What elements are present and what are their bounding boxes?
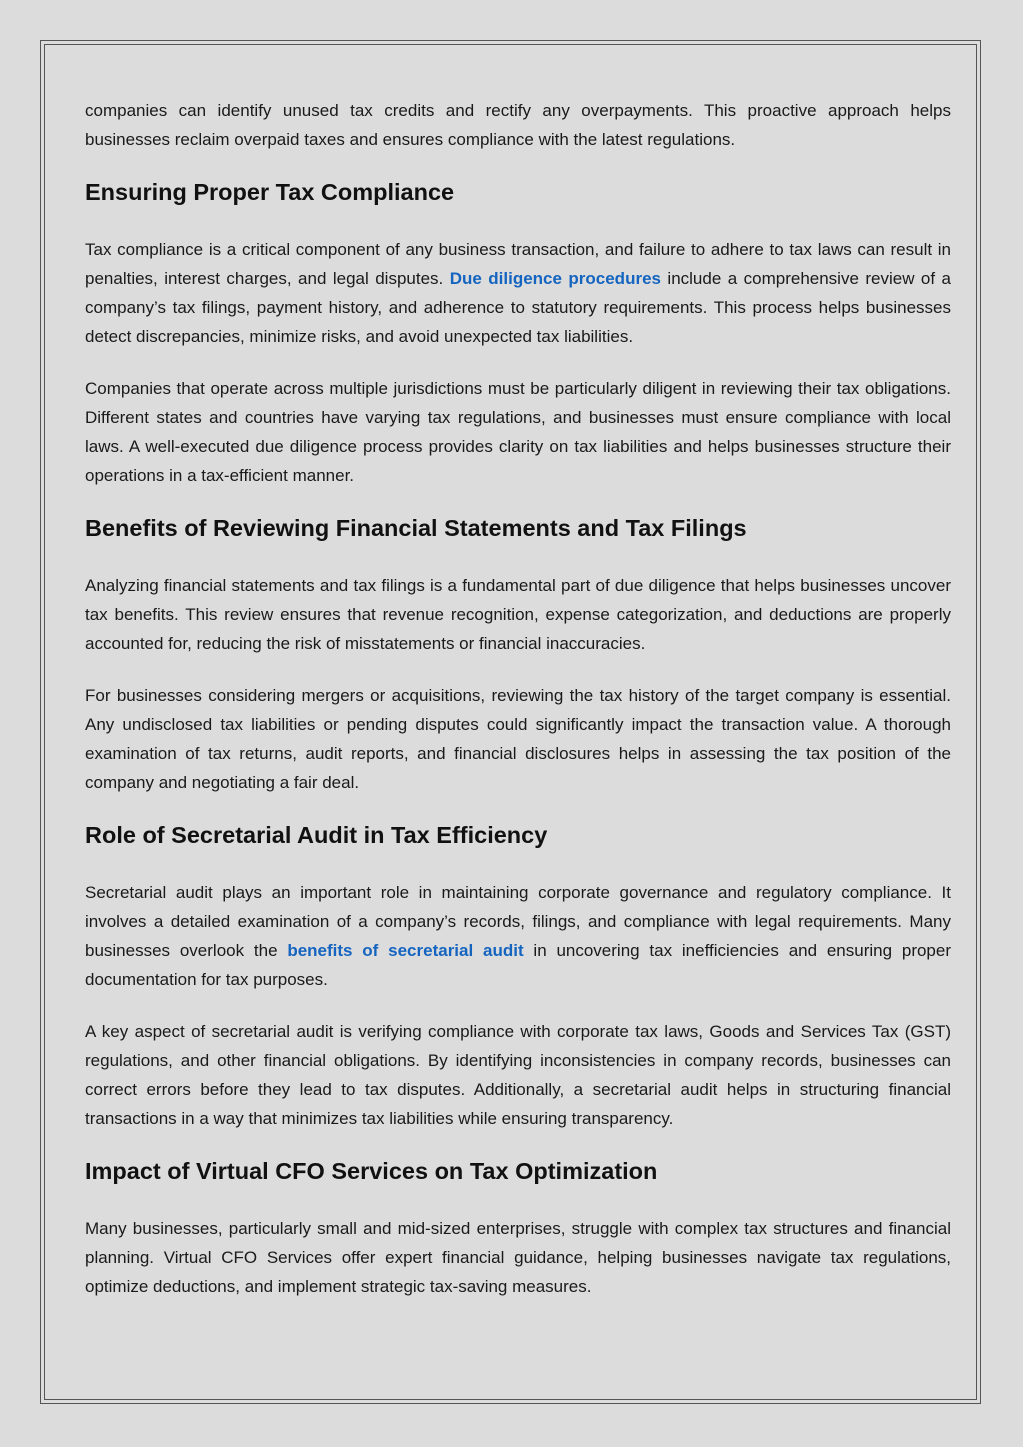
tax-compliance-p1-text-after: include a comprehensive review of a company’s tax filings, payment history, and adherence to statutory requirements. This process helps businesses detect discrepancies, minimize risks, and avoid unexpected tax liabilities. [85, 269, 951, 346]
tax-compliance-p1-text-before: Tax compliance is a critical component of any business transaction, and failure to adhere to tax laws can result in penalties, interest charges, and legal disputes. [85, 240, 951, 288]
benefits-of-secretarial-audit-link[interactable]: benefits of secretarial audit [287, 941, 524, 960]
secretarial-audit-p1-text-after: in uncovering tax inefficiencies and ensuring proper documentation for tax purposes. [85, 941, 952, 989]
secretarial-audit-paragraph-1 [85, 878, 951, 994]
secretarial-audit-paragraph-2: A key aspect of secretarial audit is verifying compliance with corporate tax laws, Goods and Services Tax (GST) regulations, and other financial obligations. By identifying inconsistencies in company records, businesses can correct errors before they lead to tax disputes. Additionally, a secretarial audit helps in structuring financial transactions in a way that minimizes tax liabilities while ensuring transparency. [85, 1022, 951, 1128]
tax-compliance-paragraph-1 [85, 235, 951, 351]
heading-secretarial-audit: Role of Secretarial Audit in Tax Efficiency [85, 822, 548, 848]
heading-financial-statements: Benefits of Reviewing Financial Statements and Tax Filings [85, 515, 747, 541]
heading-virtual-cfo: Impact of Virtual CFO Services on Tax Optimization [85, 1158, 658, 1184]
document-content [85, 96, 951, 1324]
tax-compliance-paragraph-2: Companies that operate across multiple jurisdictions must be particularly diligent in reviewing their tax obligations. Different states and countries have varying tax regulations, and businesses must ensure compliance with local laws. A well-executed due diligence process provides clarity on tax liabilities and helps businesses structure their operations in a tax-efficient manner. [85, 379, 951, 485]
financial-statements-paragraph-2: For businesses considering mergers or acquisitions, reviewing the tax history of the target company is essential. Any undisclosed tax liabilities or pending disputes could significantly impact the transaction value. A thorough examination of tax returns, audit reports, and financial disclosures helps in assessing the tax position of the company and negotiating a fair deal. [85, 686, 951, 792]
financial-statements-paragraph-1: Analyzing financial statements and tax filings is a fundamental part of due diligence that helps businesses uncover tax benefits. This review ensures that revenue recognition, expense categorization, and deductions are properly accounted for, reducing the risk of misstatements or financial inaccuracies. [85, 576, 951, 653]
intro-paragraph: companies can identify unused tax credits and rectify any overpayments. This proactive approach helps businesses reclaim overpaid taxes and ensures compliance with the latest regulations. [85, 101, 951, 149]
heading-tax-compliance: Ensuring Proper Tax Compliance [85, 179, 455, 205]
secretarial-audit-p1-text-before: Secretarial audit plays an important role in maintaining corporate governance and regulatory compliance. It involves a detailed examination of a company’s records, filings, and compliance with legal requirements. Many businesses overlook the [85, 883, 951, 960]
due-diligence-procedures-link[interactable]: Due diligence procedures [449, 269, 661, 288]
virtual-cfo-paragraph-1: Many businesses, particularly small and mid-sized enterprises, struggle with complex tax structures and financial planning. Virtual CFO Services offer expert financial guidance, helping businesses navigate tax regulations, optimize deductions, and implement strategic tax-saving measures. [85, 1219, 951, 1296]
